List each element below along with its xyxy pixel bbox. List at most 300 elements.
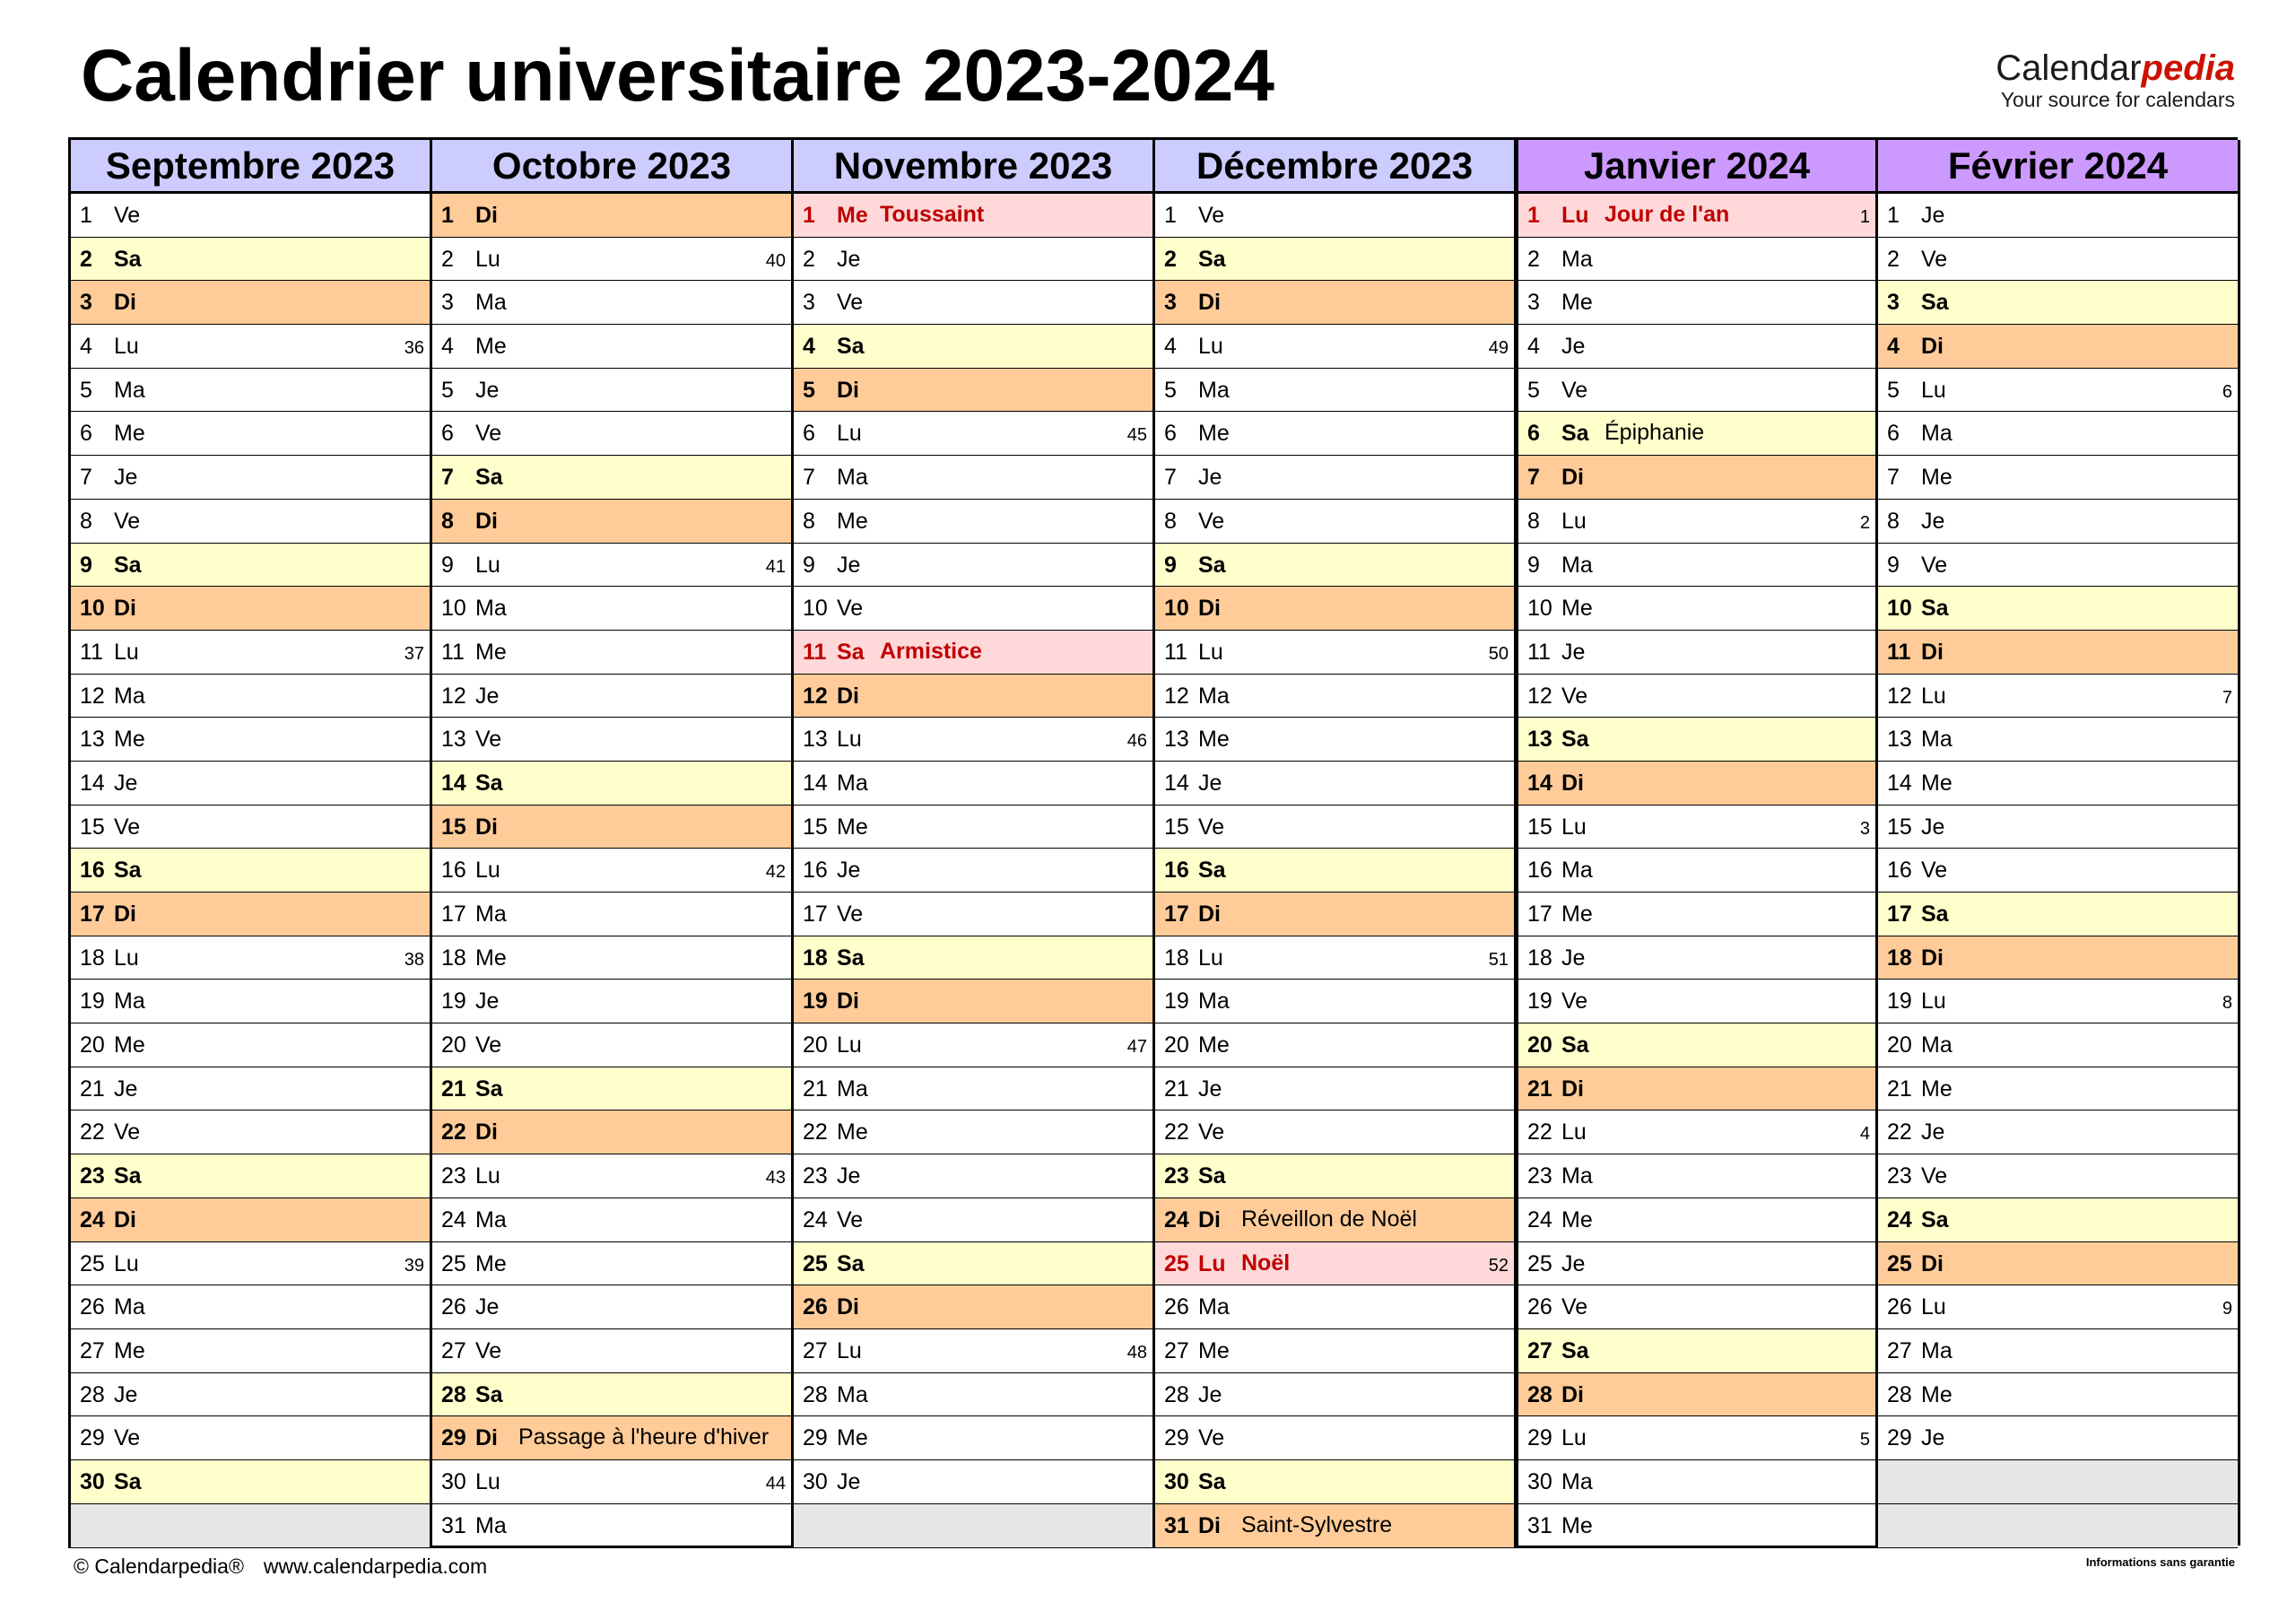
day-number: 18 [803,945,828,971]
weekday-abbr: Di [1198,1512,1221,1538]
page-title: Calendrier universitaire 2023-2024 [81,35,1274,117]
weekday-abbr: Sa [837,639,865,665]
day-row [794,849,1152,893]
month-column [71,140,432,1546]
day-number: 16 [441,858,466,884]
day-number: 5 [1887,377,1900,403]
day-row [71,631,430,675]
weekday-abbr: Ve [1198,1425,1225,1451]
day-number: 18 [80,945,105,971]
weekday-abbr: Ma [837,770,868,796]
day-row [1155,1242,1514,1286]
weekday-abbr: Lu [1921,683,1946,709]
day-number: 17 [80,901,105,927]
weekday-abbr: Lu [1561,1119,1587,1145]
weekday-abbr: Ve [1561,989,1588,1015]
weekday-abbr: Ve [1198,1119,1225,1145]
day-number: 30 [1527,1468,1552,1494]
day-number: 14 [1527,770,1552,796]
day-row [1155,1067,1514,1111]
weekday-abbr: Ve [114,508,141,534]
day-row [71,456,430,500]
weekday-abbr: Je [837,858,861,884]
day-row [1155,1373,1514,1417]
day-number: 21 [1887,1076,1912,1102]
day-number: 16 [1887,858,1912,884]
day-row [1518,1285,1875,1329]
weekday-abbr: Je [475,683,500,709]
weekday-abbr: Sa [114,1163,142,1189]
weekday-abbr: Ma [114,377,145,403]
empty-day-cell [71,1504,430,1548]
empty-day-cell [1878,1460,2238,1504]
day-number: 27 [803,1337,828,1363]
day-number: 8 [441,508,454,534]
weekday-abbr: Ve [1198,203,1225,228]
day-row [432,893,791,936]
day-number: 26 [1527,1294,1552,1320]
weekday-abbr: Lu [1921,989,1946,1015]
weekday-abbr: Je [475,377,500,403]
day-row [71,1242,430,1286]
weekday-abbr: Sa [1198,1468,1226,1494]
weekday-abbr: Sa [1561,1337,1589,1363]
day-row [1878,631,2238,675]
day-row [1878,194,2238,238]
calendarpedia-logo[interactable] [1996,48,2235,111]
weekday-abbr: Lu [837,1032,862,1058]
day-number: 15 [1164,814,1189,840]
day-number: 8 [1887,508,1900,534]
day-number: 6 [1164,421,1177,447]
day-number: 1 [1527,203,1540,228]
day-row [1878,936,2238,980]
day-row [1518,1373,1875,1417]
weekday-abbr: Ma [114,989,145,1015]
day-row [1878,762,2238,806]
day-row [1878,587,2238,631]
weekday-abbr: Me [1198,727,1230,753]
weekday-abbr: Sa [114,1468,142,1494]
day-number: 20 [1527,1032,1552,1058]
weekday-abbr: Je [1198,465,1222,491]
day-number: 21 [80,1076,105,1102]
day-row [1518,412,1875,456]
day-number: 4 [1887,334,1900,360]
day-number: 15 [441,814,466,840]
week-number: 6 [2222,381,2232,402]
day-number: 12 [803,683,828,709]
weekday-abbr: Sa [475,1381,503,1407]
day-row [432,587,791,631]
weekday-abbr: Sa [1561,421,1589,447]
day-number: 30 [80,1468,105,1494]
day-row [1155,849,1514,893]
weekday-abbr: Sa [1561,1032,1589,1058]
day-number: 14 [803,770,828,796]
day-number: 3 [1887,290,1900,316]
weekday-abbr: Ve [1198,814,1225,840]
day-row [71,325,430,369]
day-row [1155,281,1514,325]
day-number: 7 [441,465,454,491]
weekday-abbr: Di [475,814,498,840]
day-row [1518,1067,1875,1111]
month-header: Novembre 2023 [794,140,1152,194]
day-row [1518,1329,1875,1373]
day-row [1155,718,1514,762]
weekday-abbr: Ma [837,1076,868,1102]
day-number: 27 [1164,1337,1189,1363]
weekday-abbr: Lu [1198,334,1223,360]
week-number: 5 [1859,1430,1870,1450]
day-number: 8 [803,508,815,534]
day-row [1518,1198,1875,1242]
day-row [1155,1285,1514,1329]
day-number: 10 [1527,596,1552,622]
day-number: 16 [80,858,105,884]
day-row [1155,544,1514,588]
day-row [794,1373,1152,1417]
week-number: 43 [765,1168,786,1189]
day-number: 20 [803,1032,828,1058]
day-row [71,544,430,588]
day-number: 29 [803,1425,828,1451]
weekday-abbr: Je [1921,203,1945,228]
day-row [432,980,791,1023]
day-number: 2 [1164,246,1177,272]
weekday-abbr: Ma [1198,377,1230,403]
day-number: 26 [1887,1294,1912,1320]
day-number: 13 [1164,727,1189,753]
day-number: 17 [441,901,466,927]
day-number: 29 [1527,1425,1552,1451]
day-number: 18 [1887,945,1912,971]
footer-url[interactable]: www.calendarpedia.com [263,1555,488,1578]
event-label: Armistice [880,638,982,664]
day-number: 21 [1164,1076,1189,1102]
month-column [794,140,1155,1546]
day-number: 18 [1527,945,1552,971]
weekday-abbr: Me [1561,290,1593,316]
day-number: 2 [1527,246,1540,272]
weekday-abbr: Lu [1561,508,1587,534]
weekday-abbr: Me [1921,1381,1952,1407]
day-row [1878,1198,2238,1242]
weekday-abbr: Di [837,989,859,1015]
day-number: 27 [1527,1337,1552,1363]
weekday-abbr: Lu [114,639,139,665]
weekday-abbr: Ma [837,1381,868,1407]
day-number: 24 [803,1206,828,1232]
week-number: 44 [765,1473,786,1494]
day-number: 17 [803,901,828,927]
day-row [71,936,430,980]
day-number: 28 [80,1381,105,1407]
day-number: 4 [1527,334,1540,360]
day-number: 28 [1527,1381,1552,1407]
weekday-abbr: Je [1561,945,1586,971]
day-row [794,587,1152,631]
day-number: 3 [1164,290,1177,316]
weekday-abbr: Je [837,552,861,578]
day-row [432,1242,791,1286]
weekday-abbr: Je [1921,508,1945,534]
day-number: 19 [1527,989,1552,1015]
weekday-abbr: Ve [475,421,502,447]
week-number: 9 [2222,1299,2232,1320]
weekday-abbr: Me [114,1032,145,1058]
day-number: 11 [80,639,103,665]
event-label: Toussaint [880,202,985,227]
weekday-abbr: Lu [114,1250,139,1276]
day-number: 27 [1887,1337,1912,1363]
month-column [1517,140,1878,1546]
day-number: 9 [441,552,454,578]
day-row [1518,1110,1875,1154]
weekday-abbr: Ma [1561,552,1593,578]
weekday-abbr: Di [114,290,136,316]
day-row [1155,238,1514,282]
event-label: Passage à l'heure d'hiver [518,1424,770,1450]
day-row [1518,1154,1875,1198]
day-row [1155,806,1514,849]
day-number: 5 [803,377,815,403]
weekday-abbr: Je [475,1294,500,1320]
day-row [432,1154,791,1198]
day-number: 25 [1887,1250,1912,1276]
event-label: Réveillon de Noël [1241,1206,1417,1232]
day-number: 28 [803,1381,828,1407]
day-number: 7 [1527,465,1540,491]
day-row [1518,718,1875,762]
weekday-abbr: Ma [475,596,507,622]
day-row [71,238,430,282]
day-number: 28 [441,1381,466,1407]
week-number: 45 [1126,425,1147,446]
day-number: 16 [1164,858,1189,884]
day-number: 3 [441,290,454,316]
logo-tagline: Your source for calendars [2000,88,2235,111]
month-header: Février 2024 [1878,140,2238,194]
day-row [432,325,791,369]
day-row [432,849,791,893]
day-row [71,587,430,631]
week-number: 52 [1488,1255,1509,1276]
day-row [1878,1023,2238,1067]
day-row [432,1285,791,1329]
weekday-abbr: Je [1921,814,1945,840]
day-number: 14 [441,770,466,796]
day-number: 20 [441,1032,466,1058]
week-number: 3 [1859,818,1870,839]
day-row [71,1154,430,1198]
day-number: 21 [1527,1076,1552,1102]
day-number: 23 [803,1163,828,1189]
day-row [432,1373,791,1417]
day-number: 25 [441,1250,466,1276]
week-number: 49 [1488,338,1509,359]
day-number: 29 [1887,1425,1912,1451]
day-row [71,718,430,762]
day-number: 1 [1887,203,1900,228]
day-row [1878,893,2238,936]
day-row [432,281,791,325]
weekday-abbr: Sa [1198,246,1226,272]
day-number: 13 [803,727,828,753]
day-row [432,936,791,980]
day-number: 17 [1887,901,1912,927]
weekday-abbr: Me [475,639,507,665]
weekday-abbr: Je [1561,1250,1586,1276]
weekday-abbr: Ma [1561,246,1593,272]
month-column [1155,140,1517,1546]
day-number: 26 [441,1294,466,1320]
weekday-abbr: Di [1921,1250,1944,1276]
weekday-abbr: Me [837,1425,868,1451]
weekday-abbr: Je [1198,1076,1222,1102]
day-number: 19 [441,989,466,1015]
day-number: 2 [80,246,92,272]
day-row [1878,1373,2238,1417]
month-header: Janvier 2024 [1518,140,1875,194]
day-number: 16 [803,858,828,884]
day-row [1878,544,2238,588]
day-row [71,1373,430,1417]
day-number: 15 [1527,814,1552,840]
day-number: 2 [1887,246,1900,272]
day-row [1878,325,2238,369]
day-row [1155,1416,1514,1460]
day-number: 10 [80,596,105,622]
day-row [432,1067,791,1111]
day-row [1878,412,2238,456]
weekday-abbr: Me [475,334,507,360]
weekday-abbr: Me [114,1337,145,1363]
month-column [432,140,794,1546]
weekday-abbr: Di [475,203,498,228]
day-row [1878,238,2238,282]
day-number: 29 [1164,1425,1189,1451]
day-row [794,718,1152,762]
weekday-abbr: Me [1561,1512,1593,1538]
weekday-abbr: Sa [1198,552,1226,578]
day-number: 28 [1164,1381,1189,1407]
day-row [794,238,1152,282]
day-number: 1 [1164,203,1177,228]
day-row [432,369,791,413]
weekday-abbr: Ve [1561,377,1588,403]
week-number: 40 [765,250,786,271]
week-number: 48 [1126,1342,1147,1363]
day-number: 31 [441,1512,466,1538]
day-row [794,456,1152,500]
footer-disclaimer: Informations sans garantie [2085,1555,2235,1569]
day-row [1155,456,1514,500]
weekday-abbr: Je [1921,1425,1945,1451]
day-row [1518,893,1875,936]
weekday-abbr: Sa [1921,1206,1949,1232]
weekday-abbr: Lu [1561,1425,1587,1451]
day-row [432,1110,791,1154]
day-row [432,718,791,762]
day-row [1878,1154,2238,1198]
day-number: 5 [441,377,454,403]
day-number: 29 [441,1425,466,1451]
day-number: 4 [803,334,815,360]
day-row [1518,325,1875,369]
day-row [432,544,791,588]
day-row [1518,194,1875,238]
day-row [432,675,791,719]
day-row [71,806,430,849]
week-number: 51 [1488,949,1509,970]
day-row [794,980,1152,1023]
weekday-abbr: Lu [475,246,500,272]
month-header: Septembre 2023 [71,140,430,194]
day-number: 22 [1527,1119,1552,1145]
weekday-abbr: Di [475,1119,498,1145]
weekday-abbr: Sa [114,552,142,578]
day-number: 9 [1527,552,1540,578]
weekday-abbr: Lu [1561,203,1589,228]
day-row [1878,500,2238,544]
weekday-abbr: Me [837,814,868,840]
event-label: Saint-Sylvestre [1241,1511,1393,1537]
day-number: 13 [1887,727,1912,753]
day-number: 16 [1527,858,1552,884]
weekday-abbr: Lu [1921,377,1946,403]
day-number: 13 [80,727,105,753]
weekday-abbr: Sa [837,1250,865,1276]
day-number: 6 [1887,421,1900,447]
weekday-abbr: Lu [1198,945,1223,971]
weekday-abbr: Me [837,508,868,534]
day-row [1155,1110,1514,1154]
day-row [1155,325,1514,369]
day-number: 11 [803,639,827,665]
day-number: 4 [441,334,454,360]
weekday-abbr: Ve [114,814,141,840]
day-number: 27 [441,1337,466,1363]
day-number: 29 [80,1425,105,1451]
week-number: 36 [404,338,424,359]
weekday-abbr: Ve [475,727,502,753]
weekday-abbr: Je [114,770,138,796]
day-number: 30 [441,1468,466,1494]
week-number: 38 [404,949,424,970]
weekday-abbr: Me [1921,770,1952,796]
day-number: 25 [803,1250,828,1276]
day-number: 11 [1527,639,1551,665]
weekday-abbr: Lu [1198,1250,1226,1276]
day-number: 7 [1164,465,1177,491]
day-row [71,1329,430,1373]
weekday-abbr: Di [1561,1076,1584,1102]
weekday-abbr: Je [1921,1119,1945,1145]
day-number: 22 [441,1119,466,1145]
day-number: 12 [441,683,466,709]
weekday-abbr: Me [1198,421,1230,447]
day-row [1155,194,1514,238]
day-number: 17 [1164,901,1189,927]
day-row [432,238,791,282]
empty-day-cell [1878,1504,2238,1548]
day-number: 7 [1887,465,1900,491]
day-row [1518,1460,1875,1504]
day-row [432,1460,791,1504]
day-row [1518,544,1875,588]
